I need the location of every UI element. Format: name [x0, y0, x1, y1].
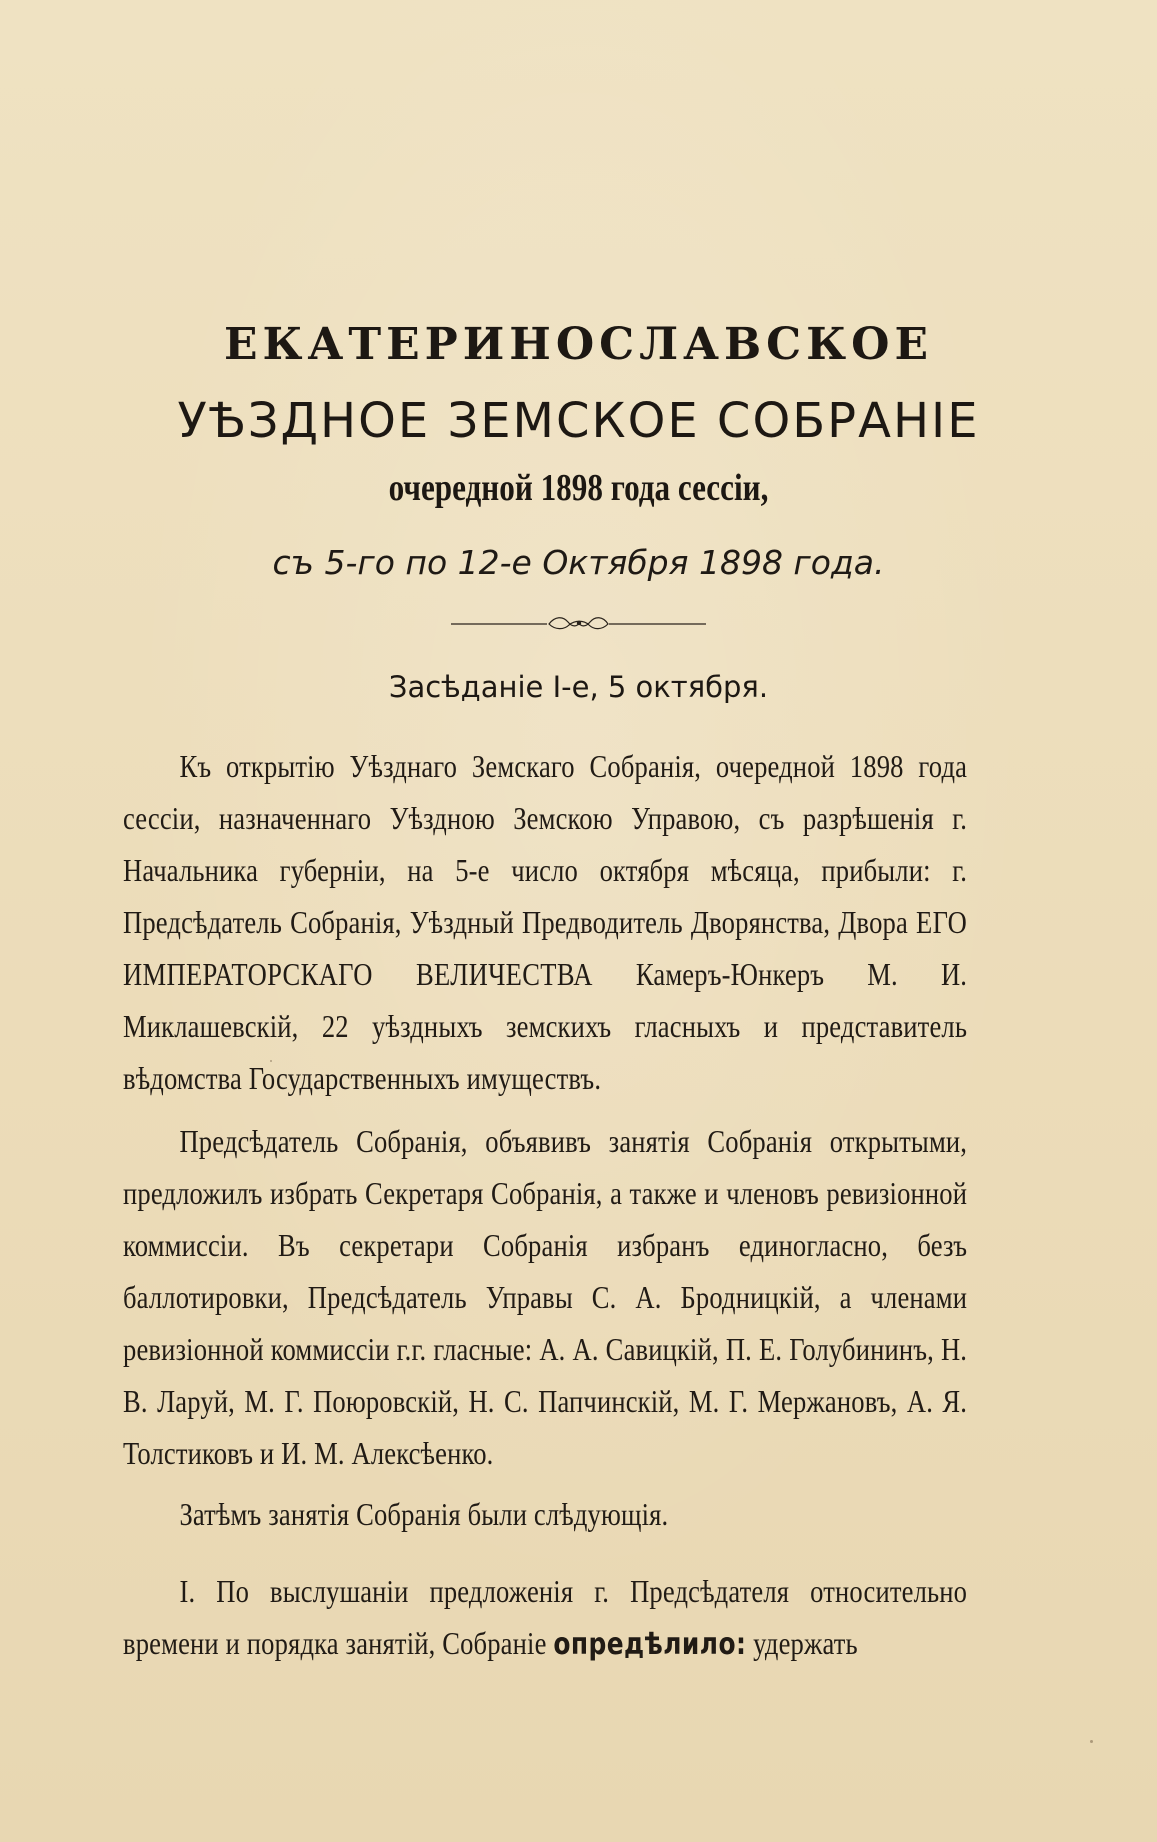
paragraph-opening — [123, 740, 968, 1104]
paper-speck — [1090, 1740, 1093, 1743]
ornamental-divider — [0, 612, 1157, 634]
paragraph-resolution-end: удержать — [753, 1625, 858, 1661]
paragraph-resolution-start: І. По выслушаніи предложенія г. Предсѣдателя относительно времени и порядка занятій, Собраніе — [123, 1573, 968, 1661]
paragraph-opening-tail: Камеръ-Юнкеръ М. И. Миклашевскій, 22 уѣздныхъ земскихъ гласныхъ и представитель вѣдомства Государственныхъ имуществъ. — [123, 956, 968, 1096]
paragraph-election-text: Предсѣдатель Собранія, объявивъ занятія Собранія открытыми, предложилъ избрать Секретаря Собранія, а также и членовъ ревизіонной коммиссіи. Въ секретари Собранія избранъ единогласно, безъ баллотировки, Предсѣдатель Управы С. А. Бродницкій, а членами ревизіонной коммиссіи г.г. гласные: А. А. Савицкій, П. Е. Голубининъ, Н. В. Ларуй, М. Г. Поюровскій, Н. С. Папчинскій, М. Г. Мержановъ, А. Я. Толстиковъ и И. М. Алексѣенко. — [123, 1123, 968, 1471]
paragraph-election — [123, 1115, 968, 1479]
paragraph-resolution-emphasis: опредѣлило: — [553, 1627, 747, 1662]
ornament-icon — [451, 612, 706, 634]
dates-line: съ 5-го по 12-е Октября 1898 года. — [272, 543, 885, 582]
paper-speck — [270, 1060, 272, 1062]
show-through-text — [120, 198, 1050, 403]
paragraph-opening-caps: ЕГО ИМПЕРАТОРСКАГО ВЕЛИЧЕСТВА — [123, 904, 968, 992]
paragraph-opening-text: Къ открытію Уѣзднаго Земскаго Собранія, очередной 1898 года сессіи, назначеннаго Уѣздною Земскою Управою, съ разрѣшенія г. Начальника губерніи, на 5-е число октября мѣсяца, прибыли: г. Предсѣдатель Собранія, Уѣздный Предводитель Дворянства, Двора — [123, 748, 968, 940]
paragraph-transition-text: Затѣмъ занятія Собранія были слѣдующія. — [179, 1496, 669, 1532]
session-line: очередной 1898 года сессіи, — [388, 467, 769, 509]
paragraph-transition — [123, 1488, 824, 1540]
document-title-line-1: ЕКАТЕРИНОСЛАВСКОЕ — [223, 319, 934, 370]
sitting-heading: Засѣданіе І-е, 5 октября. — [388, 670, 769, 704]
document-title-line-2: УѢЗДНОЕ ЗЕМСКОЕ СОБРАНІЕ — [177, 393, 980, 449]
paragraph-resolution — [123, 1565, 968, 1671]
